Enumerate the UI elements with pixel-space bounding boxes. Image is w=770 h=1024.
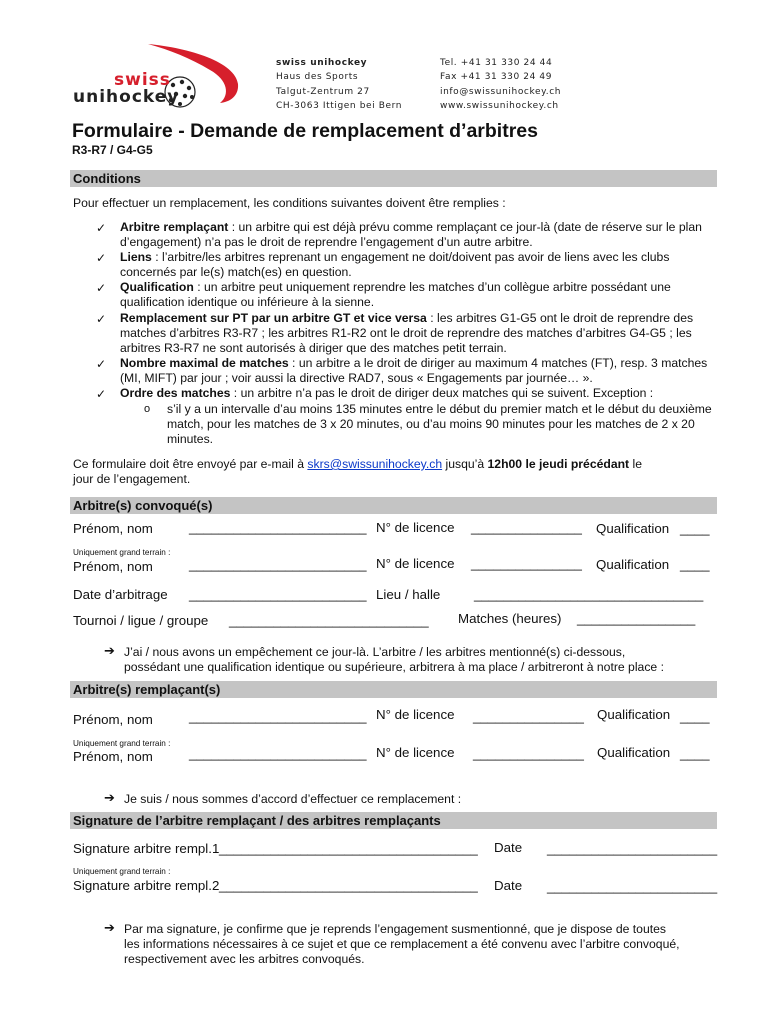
- signature-date-label-2: Date: [494, 878, 523, 893]
- send-text: le: [629, 457, 642, 471]
- condition-item: [120, 280, 720, 310]
- condition-item: [120, 311, 720, 357]
- signature-field-2[interactable]: ___________________________________: [219, 878, 478, 893]
- condition-text: : un arbitre a le droit de diriger au maximum 4 matches (FT), resp. 3 matches (MI, MIFT) par jour ; voir aussi la directive RAD7, sous « Engagements par journée… ».: [120, 356, 708, 386]
- remplacant-licence-field-1[interactable]: _______________: [473, 709, 584, 724]
- condition-title: Ordre des matches: [120, 386, 231, 400]
- condition-title: Nombre maximal de matches: [120, 356, 289, 370]
- check-icon: ✓: [96, 281, 107, 295]
- convoque-prenom-label-1: Prénom, nom: [73, 521, 153, 536]
- convoque-qualification-label-2: Qualification: [596, 557, 670, 572]
- contact-email[interactable]: info@swissunihockey.ch: [440, 86, 562, 97]
- page-title: Formulaire - Demande de remplacement d’arbitres: [72, 120, 538, 142]
- convoque-prenom-field-2[interactable]: ________________________: [189, 557, 367, 572]
- contact-phone: Tel. +41 31 330 24 44: [440, 58, 553, 68]
- convoque-heading: Arbitre(s) convoqué(s): [73, 498, 213, 513]
- convoque-heading-bar: [70, 497, 717, 514]
- send-email-link[interactable]: skrs@swissunihockey.ch: [307, 457, 443, 471]
- condition-item: [120, 356, 720, 386]
- logo-text-swiss: swiss: [114, 70, 171, 90]
- convoque-qualification-field-1[interactable]: ____: [680, 521, 710, 536]
- date-arbitrage-label: Date d’arbitrage: [73, 587, 168, 602]
- bullet-circle-icon: o: [144, 403, 151, 415]
- condition-text: : un arbitre peut uniquement reprendre les matches d’un collègue arbitre possédant une qualification identique ou inférieure à la sienne.: [120, 280, 671, 310]
- arrow-right-icon: ➔: [104, 791, 115, 806]
- signature-date-field-2[interactable]: _______________________: [547, 879, 718, 894]
- org-address: [276, 56, 402, 113]
- signature-heading: Signature de l’arbitre remplaçant / des arbitres remplaçants: [73, 813, 441, 828]
- org-name: swiss unihockey: [276, 58, 368, 68]
- check-icon: ✓: [96, 312, 107, 326]
- convoque-licence-label-2: N° de licence: [376, 556, 455, 571]
- statement-confirmation-line2: les informations nécessaires à ce sujet et que ce remplacement a été convenu avec l’arbitre convoqué,: [124, 937, 680, 951]
- lieu-halle-label: Lieu / halle: [376, 587, 441, 602]
- convoque-licence-field-1[interactable]: _______________: [471, 520, 582, 535]
- statement-replacement-line2: possédant une qualification identique ou supérieure, arbitrera à ma place / arbitreront à notre place :: [124, 660, 664, 674]
- convoque-qualification-field-2[interactable]: ____: [680, 557, 710, 572]
- remplacant-qualification-label-1: Qualification: [597, 707, 671, 722]
- signature-label-1: Signature arbitre rempl.1: [73, 841, 220, 856]
- contact-website[interactable]: www.swissunihockey.ch: [440, 100, 559, 111]
- condition-text: : un arbitre qui est déjà prévu comme remplaçant ce jour-là (date de réserve sur le plan d’engagement) n’a pas le droit de reprendre l’engagement d’un autre arbitre.: [120, 220, 702, 250]
- only-big-field-note: Uniquement grand terrain :: [73, 739, 171, 748]
- remplacant-prenom-label-1: Prénom, nom: [73, 712, 153, 727]
- statement-confirmation-line1: Par ma signature, je confirme que je reprends l’engagement susmentionné, que je dispose de toutes: [124, 922, 666, 936]
- check-icon: ✓: [96, 221, 107, 235]
- convoque-licence-label-1: N° de licence: [376, 520, 455, 535]
- remplacant-prenom-field-1[interactable]: ________________________: [189, 709, 367, 724]
- signature-date-field-1[interactable]: _______________________: [547, 841, 718, 856]
- signature-field-1[interactable]: ___________________________________: [219, 841, 478, 856]
- matches-label: Matches (heures): [458, 611, 562, 626]
- lieu-halle-field[interactable]: _______________________________: [474, 587, 704, 602]
- logo-text-unihockey: unihockey: [73, 87, 180, 107]
- convoque-qualification-label-1: Qualification: [596, 521, 670, 536]
- send-text: jusqu’à: [442, 457, 488, 471]
- org-line: Haus des Sports: [276, 72, 359, 83]
- remplacant-prenom-field-2[interactable]: ________________________: [189, 746, 367, 761]
- send-text: Ce formulaire doit être envoyé par e-mail à: [73, 457, 308, 471]
- remplacant-qualification-field-1[interactable]: ____: [680, 709, 710, 724]
- remplacant-heading-bar: [70, 681, 717, 698]
- signature-date-label-1: Date: [494, 840, 523, 855]
- tournoi-field[interactable]: ___________________________: [229, 613, 429, 628]
- condition-title: Qualification: [120, 280, 194, 294]
- arrow-right-icon: ➔: [104, 921, 115, 936]
- convoque-prenom-label-2: Prénom, nom: [73, 559, 153, 574]
- remplacant-licence-label-1: N° de licence: [376, 707, 455, 722]
- remplacant-qualification-label-2: Qualification: [597, 745, 671, 760]
- convoque-licence-field-2[interactable]: _______________: [471, 556, 582, 571]
- condition-title: Arbitre remplaçant: [120, 220, 229, 234]
- conditions-heading: Conditions: [73, 171, 141, 186]
- org-line: Talgut-Zentrum 27: [276, 86, 370, 97]
- check-icon: ✓: [96, 387, 107, 401]
- page-subtitle: R3-R7 / G4-G5: [72, 143, 153, 157]
- condition-item: [120, 220, 720, 250]
- convoque-prenom-field-1[interactable]: ________________________: [189, 520, 367, 535]
- send-instructions: [73, 457, 642, 472]
- conditions-intro: Pour effectuer un remplacement, les conditions suivantes doivent être remplies :: [73, 196, 506, 210]
- conditions-heading-bar: [70, 170, 717, 187]
- statement-agreement: Je suis / nous sommes d’accord d’effectuer ce remplacement :: [124, 792, 462, 806]
- org-line: CH-3063 Ittigen bei Bern: [276, 100, 403, 111]
- condition-item: [120, 250, 720, 280]
- only-big-field-note: Uniquement grand terrain :: [73, 548, 171, 557]
- condition-exception: s’il y a un intervalle d’au moins 135 minutes entre le début du premier match et le début du deuxième match, pour les matches de 3 x 20 minutes, ou d’au moins 90 minutes pour les matches de 2 x 20 minutes.: [167, 402, 712, 447]
- condition-text: : l’arbitre/les arbitres reprenant un engagement ne doit/doivent pas avoir de liens avec les clubs concernés par le(s) match(es) en question.: [120, 250, 670, 280]
- statement-confirmation-line3: respectivement avec les arbitres convoqués.: [124, 952, 365, 966]
- arrow-right-icon: ➔: [104, 644, 115, 659]
- condition-text: : les arbitres G1-G5 ont le droit de reprendre des matches d’arbitres R3-R7 ; les arbitres R1-R2 ont le droit de reprendre des matches d’arbitres G4-G5 ; les arbitres R3-R7 ne sont autorisés à diriger que des matches petit terrain.: [120, 311, 694, 356]
- tournoi-label: Tournoi / ligue / groupe: [73, 613, 209, 628]
- signature-label-2: Signature arbitre rempl.2: [73, 878, 220, 893]
- statement-replacement-line1: J’ai / nous avons un empêchement ce jour-là. L’arbitre / les arbitres mentionné(s) ci-dessous,: [124, 645, 626, 659]
- condition-text: : un arbitre n’a pas le droit de diriger deux matches qui se suivent. Exception :: [230, 386, 654, 400]
- remplacant-heading: Arbitre(s) remplaçant(s): [73, 682, 221, 697]
- signature-heading-bar: [70, 812, 717, 829]
- condition-item: [120, 386, 720, 401]
- send-instructions-line2: jour de l’engagement.: [73, 472, 191, 486]
- remplacant-licence-field-2[interactable]: _______________: [473, 746, 584, 761]
- send-deadline: 12h00 le jeudi précédant: [487, 457, 630, 471]
- contact-fax: Fax +41 31 330 24 49: [440, 72, 553, 83]
- remplacant-qualification-field-2[interactable]: ____: [680, 746, 710, 761]
- remplacant-prenom-label-2: Prénom, nom: [73, 749, 153, 764]
- only-big-field-note: Uniquement grand terrain :: [73, 867, 171, 876]
- date-arbitrage-field[interactable]: ________________________: [189, 587, 367, 602]
- org-contact: [440, 56, 561, 113]
- check-icon: ✓: [96, 357, 107, 371]
- condition-title: Liens: [120, 250, 152, 264]
- remplacant-licence-label-2: N° de licence: [376, 745, 455, 760]
- check-icon: ✓: [96, 251, 107, 265]
- matches-field[interactable]: ________________: [577, 611, 696, 626]
- condition-title: Remplacement sur PT par un arbitre GT et vice versa: [120, 311, 427, 325]
